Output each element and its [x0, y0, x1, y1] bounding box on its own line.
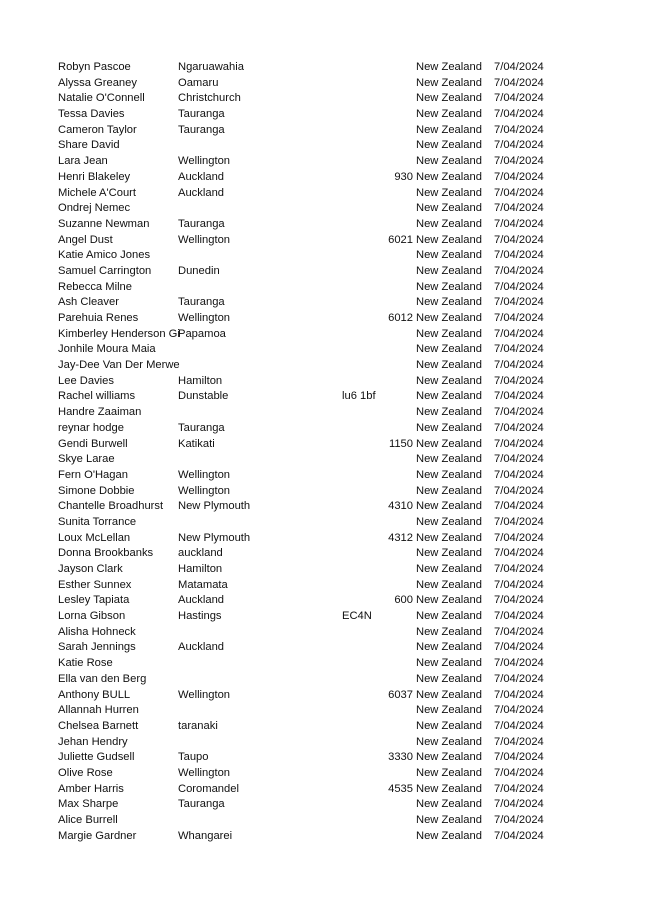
table-row	[0, 295, 645, 311]
cell-name: Suzanne Newman	[58, 217, 150, 230]
cell-name: Alyssa Greaney	[58, 76, 137, 89]
table-row	[0, 342, 645, 358]
cell-country: New Zealand	[416, 312, 482, 324]
cell-city: Oamaru	[178, 76, 219, 89]
table-row	[0, 672, 645, 688]
cell-date: 7/04/2024	[494, 688, 544, 701]
table-row	[0, 499, 645, 515]
table-row	[0, 546, 645, 562]
table-row	[0, 688, 645, 704]
cell-country: New Zealand	[416, 61, 482, 73]
cell-postcode: 4310	[388, 500, 413, 513]
cell-city: taranaki	[178, 719, 218, 732]
table-row	[0, 421, 645, 437]
cell-city: Hastings	[178, 610, 222, 623]
cell-country: New Zealand	[416, 406, 482, 419]
cell-name: Natalie O'Connell	[58, 92, 145, 105]
table-row	[0, 138, 645, 154]
cell-date: 7/04/2024	[494, 280, 544, 293]
cell-name: Lara Jean	[58, 155, 108, 168]
cell-city: New Plymouth	[178, 500, 251, 513]
cell-date: 7/04/2024	[494, 515, 544, 528]
cell-name: Rebecca Milne	[58, 280, 132, 293]
cell-name: Ella van den Berg	[58, 672, 147, 685]
cell-date: 7/04/2024	[494, 406, 544, 419]
cell-date: 7/04/2024	[494, 641, 544, 654]
cell-country: New Zealand	[416, 625, 482, 638]
cell-city: Wellington	[178, 233, 231, 246]
cell-name: Jehan Hendry	[58, 735, 128, 748]
cell-postcode: 930	[394, 170, 413, 183]
cell-date: 7/04/2024	[494, 484, 544, 497]
cell-city: Tauranga	[178, 798, 225, 811]
cell-country: New Zealand	[416, 233, 482, 246]
cell-country: New Zealand	[416, 92, 482, 105]
cell-city: Auckland	[178, 170, 225, 183]
cell-name: Olive Rose	[58, 766, 113, 779]
cell-name: Ondrej Nemec	[58, 202, 131, 215]
cell-country: New Zealand	[416, 766, 482, 779]
cell-city: Coromandel	[178, 782, 239, 795]
table-row	[0, 154, 645, 170]
cell-country: New Zealand	[416, 123, 482, 136]
cell-postcode: 4535	[388, 782, 413, 795]
table-row	[0, 531, 645, 547]
cell-country: New Zealand	[416, 610, 482, 623]
cell-postcode: 600	[394, 594, 413, 607]
cell-country: New Zealand	[416, 264, 482, 277]
cell-date: 7/04/2024	[494, 359, 544, 372]
cell-postcode: 4312	[388, 531, 413, 544]
cell-code: lu6 1bf	[342, 390, 376, 403]
cell-country: New Zealand	[416, 202, 482, 215]
table-row	[0, 186, 645, 202]
cell-date: 7/04/2024	[494, 327, 544, 340]
table-row	[0, 625, 645, 641]
cell-name: Alice Burrell	[58, 814, 118, 826]
cell-name: Cameron Taylor	[58, 123, 137, 136]
cell-name: Margie Gardner	[58, 829, 137, 842]
cell-city: Wellington	[178, 468, 231, 481]
cell-city: Auckland	[178, 186, 225, 199]
table-row	[0, 782, 645, 798]
cell-city: Tauranga	[178, 217, 225, 230]
cell-city: Tauranga	[178, 108, 225, 121]
cell-name: Share David	[58, 139, 120, 152]
cell-name: Michele A'Court	[58, 186, 136, 199]
cell-date: 7/04/2024	[494, 217, 544, 230]
cell-date: 7/04/2024	[494, 531, 544, 544]
cell-date: 7/04/2024	[494, 704, 544, 717]
cell-name: Fern O'Hagan	[58, 468, 128, 481]
table-row	[0, 311, 645, 327]
cell-date: 7/04/2024	[494, 766, 544, 779]
cell-country: New Zealand	[416, 374, 482, 387]
cell-name: Jonhile Moura Maia	[58, 343, 156, 356]
cell-country: New Zealand	[416, 829, 482, 842]
cell-date: 7/04/2024	[494, 92, 544, 105]
cell-name: Amber Harris	[58, 782, 124, 795]
cell-name: Angel Dust	[58, 233, 113, 246]
cell-country: New Zealand	[416, 782, 482, 795]
cell-date: 7/04/2024	[494, 421, 544, 434]
cell-name: reynar hodge	[58, 421, 124, 434]
table-row	[0, 201, 645, 217]
cell-country: New Zealand	[416, 249, 482, 262]
cell-date: 7/04/2024	[494, 672, 544, 685]
cell-country: New Zealand	[416, 594, 482, 607]
cell-country: New Zealand	[416, 108, 482, 121]
cell-city: Tauranga	[178, 123, 225, 136]
cell-city: Wellington	[178, 484, 231, 497]
cell-name: Handre Zaaiman	[58, 406, 142, 419]
table-row	[0, 374, 645, 390]
cell-name: Katie Rose	[58, 657, 113, 670]
cell-date: 7/04/2024	[494, 500, 544, 513]
cell-date: 7/04/2024	[494, 61, 544, 73]
table-row	[0, 484, 645, 500]
table-row	[0, 327, 645, 343]
cell-date: 7/04/2024	[494, 578, 544, 591]
cell-date: 7/04/2024	[494, 594, 544, 607]
cell-city: Wellington	[178, 155, 231, 168]
table-row	[0, 578, 645, 594]
table-row	[0, 358, 645, 374]
cell-date: 7/04/2024	[494, 139, 544, 152]
cell-date: 7/04/2024	[494, 829, 544, 842]
cell-postcode: 6021	[388, 233, 413, 246]
cell-name: Rachel williams	[58, 390, 136, 403]
cell-name: Max Sharpe	[58, 798, 119, 811]
table-row	[0, 76, 645, 92]
cell-country: New Zealand	[416, 798, 482, 811]
cell-date: 7/04/2024	[494, 468, 544, 481]
table-row	[0, 593, 645, 609]
cell-name: Samuel Carrington	[58, 264, 152, 277]
cell-code: EC4N	[342, 610, 372, 623]
table-row	[0, 389, 645, 405]
cell-city: New Plymouth	[178, 531, 251, 544]
cell-date: 7/04/2024	[494, 610, 544, 623]
cell-city: auckland	[178, 547, 223, 560]
table-row	[0, 452, 645, 468]
cell-country: New Zealand	[416, 76, 482, 89]
cell-country: New Zealand	[416, 578, 482, 591]
cell-country: New Zealand	[416, 170, 482, 183]
cell-country: New Zealand	[416, 390, 482, 403]
cell-city: Whangarei	[178, 829, 233, 842]
cell-date: 7/04/2024	[494, 719, 544, 732]
table-row	[0, 719, 645, 735]
cell-date: 7/04/2024	[494, 437, 544, 450]
cell-date: 7/04/2024	[494, 547, 544, 560]
table-row	[0, 640, 645, 656]
cell-city: Ngaruawahia	[178, 61, 244, 73]
cell-country: New Zealand	[416, 531, 482, 544]
cell-name: Loux McLellan	[58, 531, 131, 544]
cell-country: New Zealand	[416, 296, 482, 309]
cell-date: 7/04/2024	[494, 123, 544, 136]
cell-country: New Zealand	[416, 641, 482, 654]
cell-city: Wellington	[178, 688, 231, 701]
table-row	[0, 829, 645, 845]
cell-date: 7/04/2024	[494, 249, 544, 262]
cell-date: 7/04/2024	[494, 390, 544, 403]
table-row	[0, 107, 645, 123]
table-row	[0, 437, 645, 453]
cell-date: 7/04/2024	[494, 563, 544, 575]
cell-date: 7/04/2024	[494, 202, 544, 215]
cell-city: Christchurch	[178, 92, 241, 105]
cell-name: Chantelle Broadhurst	[58, 500, 164, 513]
cell-name: Simone Dobbie	[58, 484, 135, 497]
cell-city: Hamilton	[178, 563, 223, 575]
cell-country: New Zealand	[416, 468, 482, 481]
table-row	[0, 123, 645, 139]
cell-city: Wellington	[178, 312, 231, 324]
cell-city: Auckland	[178, 641, 225, 654]
cell-country: New Zealand	[416, 814, 482, 826]
cell-country: New Zealand	[416, 217, 482, 230]
table-row	[0, 609, 645, 625]
table-row	[0, 797, 645, 813]
data-table	[0, 60, 645, 844]
table-row	[0, 766, 645, 782]
cell-name: Sunita Torrance	[58, 515, 137, 528]
cell-name: Alisha Hohneck	[58, 625, 136, 638]
cell-name: Katie Amico Jones	[58, 249, 151, 262]
table-row	[0, 405, 645, 421]
cell-date: 7/04/2024	[494, 625, 544, 638]
cell-date: 7/04/2024	[494, 296, 544, 309]
cell-country: New Zealand	[416, 547, 482, 560]
cell-date: 7/04/2024	[494, 155, 544, 168]
table-row	[0, 170, 645, 186]
cell-name: Donna Brookbanks	[58, 547, 154, 560]
table-row	[0, 735, 645, 751]
cell-postcode: 6012	[388, 312, 413, 324]
cell-date: 7/04/2024	[494, 233, 544, 246]
cell-country: New Zealand	[416, 280, 482, 293]
cell-city: Tauranga	[178, 421, 225, 434]
cell-country: New Zealand	[416, 704, 482, 717]
table-row	[0, 656, 645, 672]
table-row	[0, 515, 645, 531]
cell-date: 7/04/2024	[494, 453, 544, 466]
cell-country: New Zealand	[416, 327, 482, 340]
table-row	[0, 264, 645, 280]
cell-date: 7/04/2024	[494, 108, 544, 121]
cell-postcode: 1150	[388, 437, 413, 450]
cell-date: 7/04/2024	[494, 735, 544, 748]
cell-name: Lee Davies	[58, 374, 114, 387]
cell-city: Dunedin	[178, 264, 220, 277]
cell-country: New Zealand	[416, 139, 482, 152]
table-row	[0, 750, 645, 766]
cell-country: New Zealand	[416, 688, 482, 701]
cell-date: 7/04/2024	[494, 76, 544, 89]
cell-date: 7/04/2024	[494, 782, 544, 795]
cell-country: New Zealand	[416, 186, 482, 199]
cell-country: New Zealand	[416, 437, 482, 450]
cell-country: New Zealand	[416, 421, 482, 434]
cell-country: New Zealand	[416, 484, 482, 497]
cell-date: 7/04/2024	[494, 186, 544, 199]
cell-country: New Zealand	[416, 515, 482, 528]
cell-name: Lesley Tapiata	[58, 594, 130, 607]
cell-country: New Zealand	[416, 343, 482, 356]
cell-country: New Zealand	[416, 359, 482, 372]
cell-date: 7/04/2024	[494, 657, 544, 670]
cell-city: Auckland	[178, 594, 225, 607]
table-row	[0, 60, 645, 76]
cell-name: Skye Larae	[58, 453, 115, 466]
table-row	[0, 280, 645, 296]
cell-name: Anthony BULL	[58, 688, 131, 701]
cell-name: Kimberley Henderson Gi	[58, 327, 180, 340]
cell-name: Lorna Gibson	[58, 610, 126, 623]
cell-name: Robyn Pascoe	[58, 61, 131, 73]
table-row	[0, 248, 645, 264]
cell-date: 7/04/2024	[494, 814, 544, 826]
cell-country: New Zealand	[416, 155, 482, 168]
cell-name: Gendi Burwell	[58, 437, 128, 450]
cell-date: 7/04/2024	[494, 798, 544, 811]
cell-city: Papamoa	[178, 327, 226, 340]
cell-name: Tessa Davies	[58, 108, 125, 121]
cell-country: New Zealand	[416, 453, 482, 466]
cell-name: Allannah Hurren	[58, 704, 139, 717]
cell-country: New Zealand	[416, 563, 482, 575]
cell-city: Tauranga	[178, 296, 225, 309]
cell-name: Sarah Jennings	[58, 641, 136, 654]
cell-city: Katikati	[178, 437, 215, 450]
cell-date: 7/04/2024	[494, 374, 544, 387]
cell-city: Dunstable	[178, 390, 229, 403]
cell-name: Jay-Dee Van Der Merwe	[58, 359, 180, 372]
cell-postcode: 3330	[388, 751, 413, 764]
cell-city: Hamilton	[178, 374, 223, 387]
cell-country: New Zealand	[416, 719, 482, 732]
table-row	[0, 91, 645, 107]
cell-date: 7/04/2024	[494, 264, 544, 277]
cell-postcode: 6037	[388, 688, 413, 701]
cell-name: Henri Blakeley	[58, 170, 131, 183]
cell-name: Juliette Gudsell	[58, 751, 135, 764]
cell-name: Chelsea Barnett	[58, 719, 139, 732]
cell-country: New Zealand	[416, 657, 482, 670]
cell-name: Jayson Clark	[58, 563, 123, 575]
cell-name: Ash Cleaver	[58, 296, 119, 309]
cell-date: 7/04/2024	[494, 312, 544, 324]
table-row	[0, 468, 645, 484]
cell-city: Taupo	[178, 751, 209, 764]
cell-country: New Zealand	[416, 735, 482, 748]
cell-name: Esther Sunnex	[58, 578, 132, 591]
cell-name: Parehuia Renes	[58, 312, 139, 324]
cell-city: Wellington	[178, 766, 231, 779]
cell-country: New Zealand	[416, 672, 482, 685]
table-row	[0, 217, 645, 233]
cell-city: Matamata	[178, 578, 228, 591]
cell-country: New Zealand	[416, 751, 482, 764]
cell-date: 7/04/2024	[494, 170, 544, 183]
table-row	[0, 703, 645, 719]
cell-country: New Zealand	[416, 500, 482, 513]
table-row	[0, 813, 645, 829]
cell-date: 7/04/2024	[494, 343, 544, 356]
cell-date: 7/04/2024	[494, 751, 544, 764]
table-row	[0, 233, 645, 249]
table-row	[0, 562, 645, 578]
